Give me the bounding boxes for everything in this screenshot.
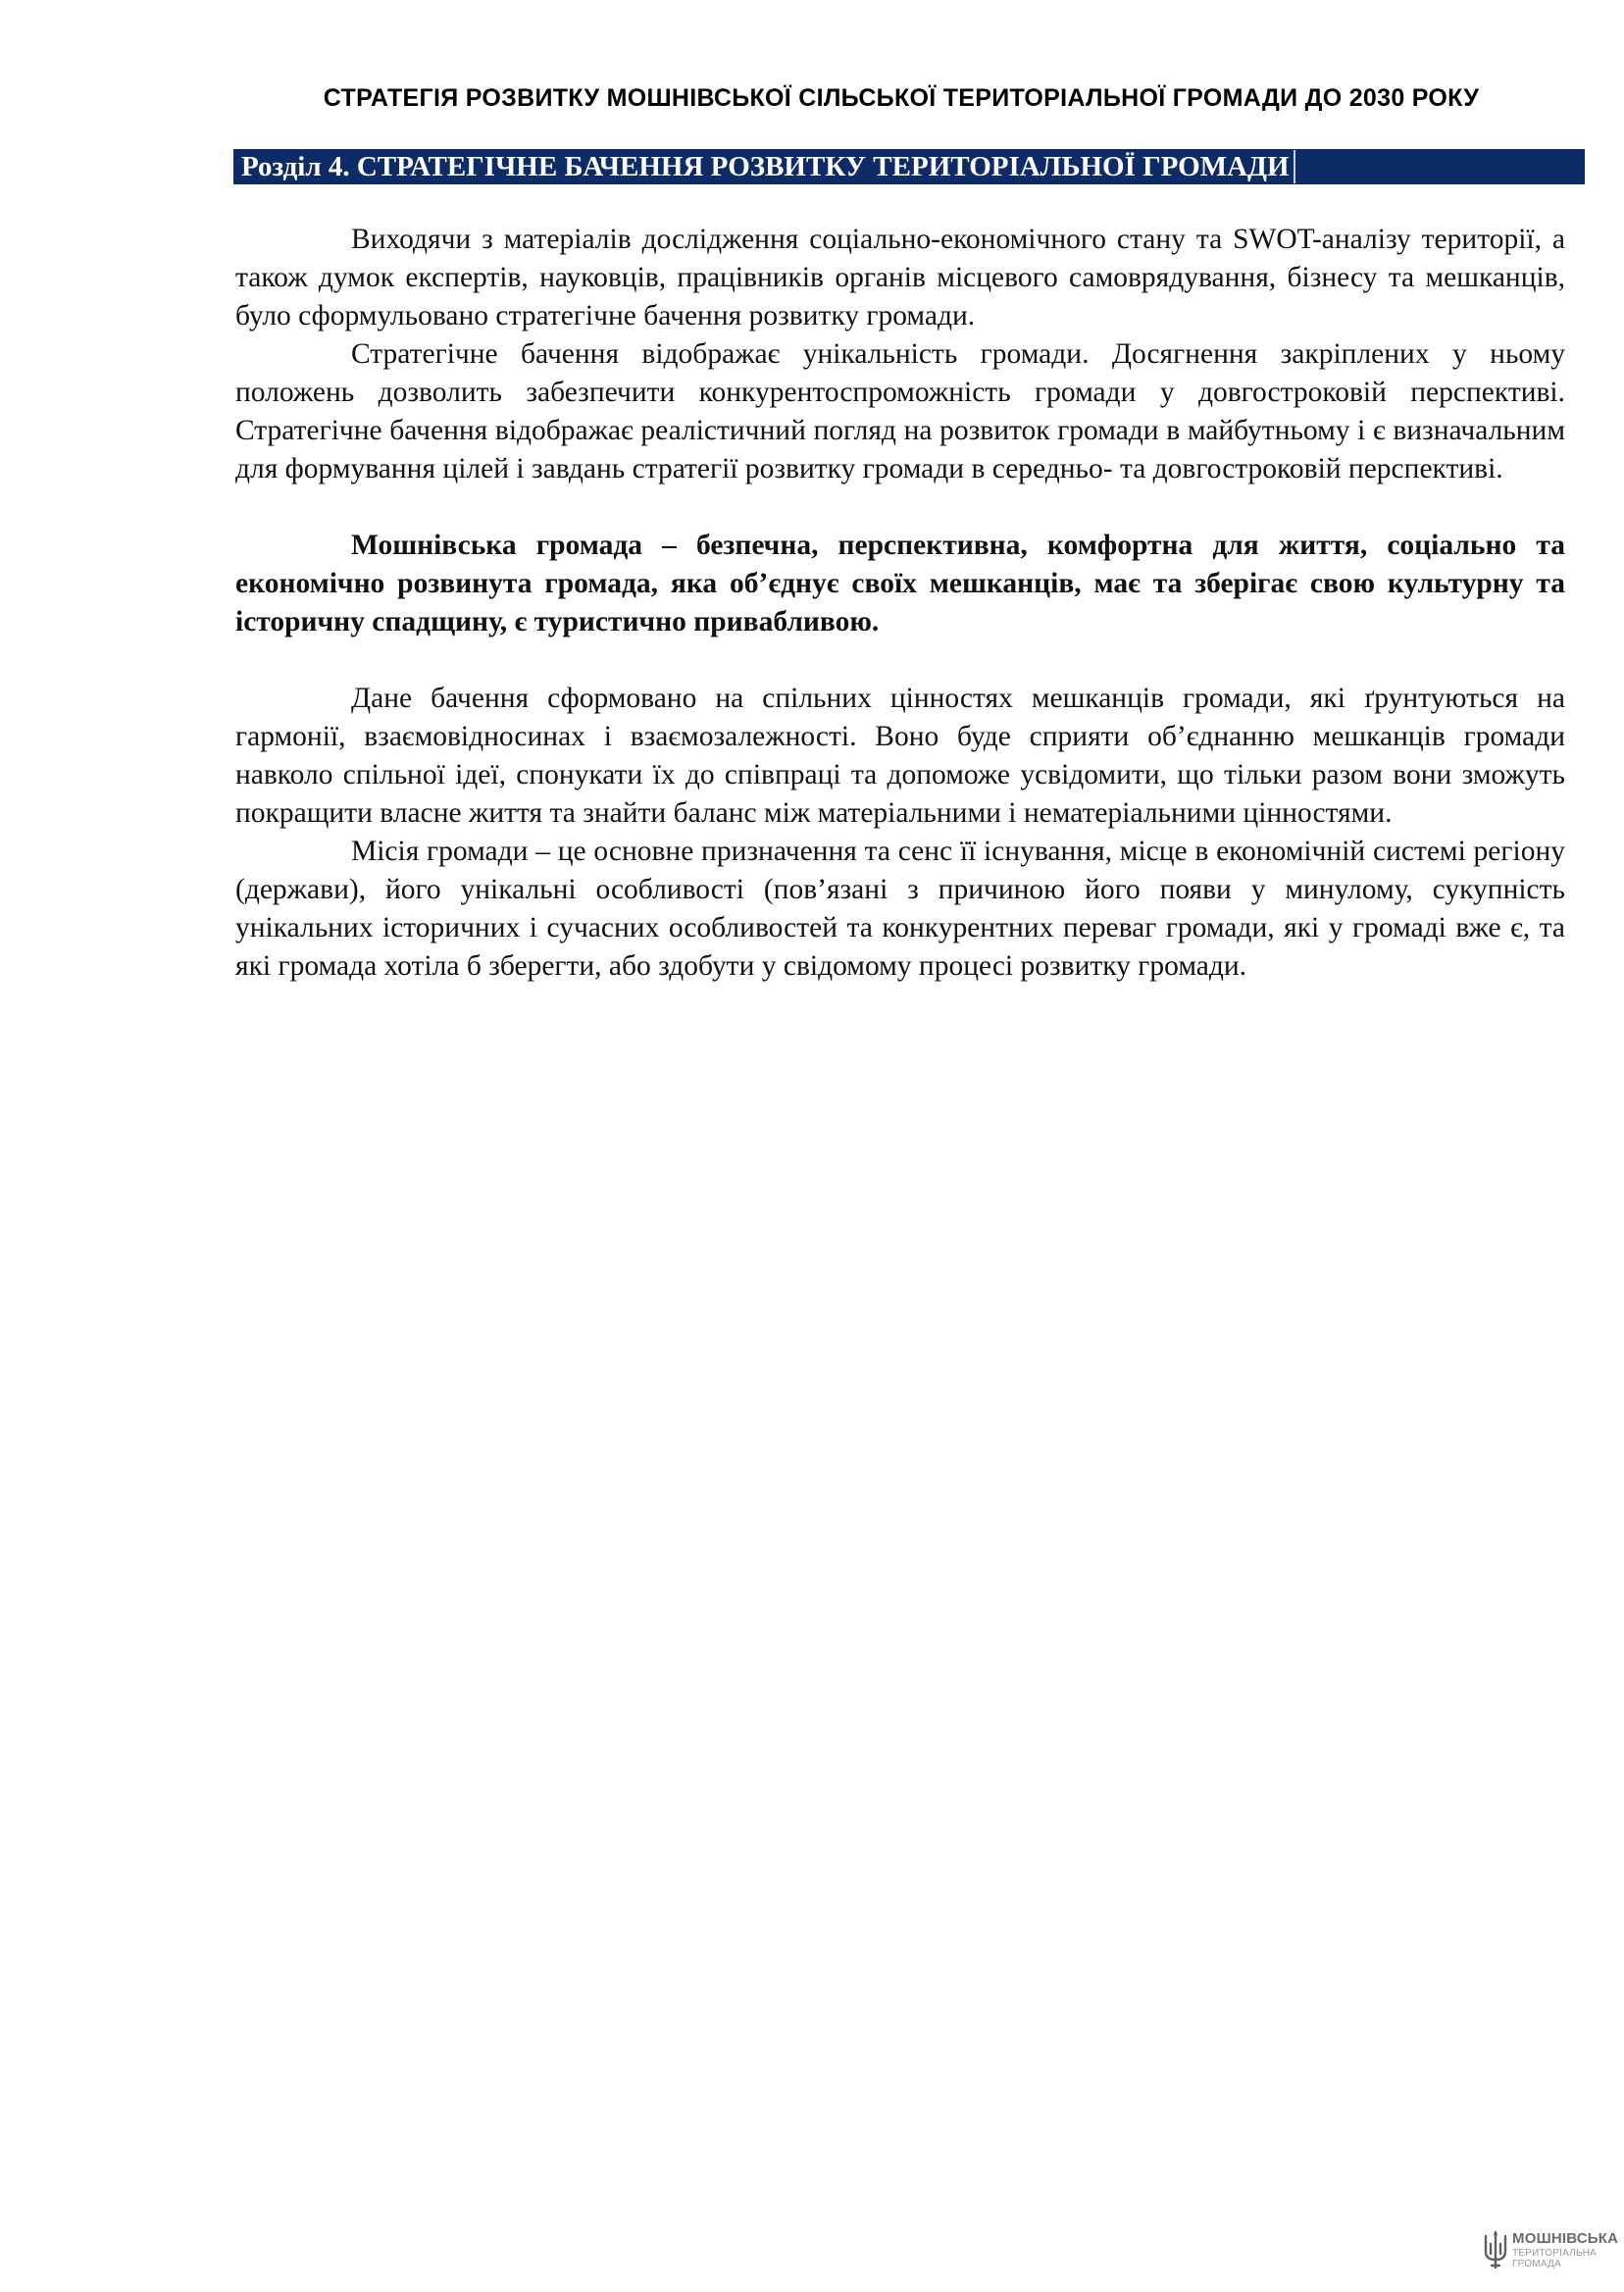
section-heading-bar [233,149,1585,184]
paragraph-vision-description: Стратегічне бачення відображає унікальність громади. Досягнення закріплених у ньому положень дозволить забезпечити конкурентоспроможність громади у довгостроковій перспективі. Стратегічне бачення відображає реалістичний погляд на розвиток громади в майбутньому і є визначальним для формування цілей і завдань стратегії розвитку громади в середньо- та довгостроковій перспективі. [235,338,1565,484]
logo-text-territorial: ТЕРИТОРІАЛЬНА [1512,2248,1598,2259]
vision-statement: Мошнівська громада – безпечна, перспективна, комфортна для життя, соціально та економічно розвинута громада, яка об’єднує своїх мешканців, має та зберігає свою культурну та історичну спадщину, є туристично привабливою. [235,530,1565,637]
document-body [235,221,1565,986]
paragraph-shared-values: Дане бачення сформовано на спільних цінностях мешканців громади, які ґрунтуються на гармонії, взаємовідносинах і взаємозалежності. Воно буде сприяти об’єднанню мешканців громади навколо спільної ідеї, спонукати їх до співпраці та допоможе усвідомити, що тільки разом вони зможуть покращити власне життя та знайти баланс між матеріальними і нематеріальними цінностями. [235,683,1565,829]
paragraph-mission: Місія громади – це основне призначення та сенс її існування, місце в економічній системі регіону (держави), його унікальні особливості (пов’язані з причиною його появи у минулому, сукупність унікальних історичних і сучасних особливостей та конкурентних переваг громади, які у громаді вже є, та які громада хотіла б зберегти, або здобути у свідомому процесі розвитку громади. [235,836,1565,982]
logo-text-name: МОШНІВСЬКА [1512,2230,1619,2247]
section-title: Розділ 4. СТРАТЕГІЧНЕ БАЧЕННЯ РОЗВИТКУ ТЕРИТОРІАЛЬНОЇ ГРОМАДИ [241,150,1295,183]
trident-icon [1483,2230,1508,2269]
paragraph-intro: Виходячи з матеріалів дослідження соціально-економічного стану та SWOT-аналізу території, а також думок експертів, науковців, працівників органів місцевого самоврядування, бізнесу та мешканців, було сформульовано стратегічне бачення розвитку громади. [235,224,1565,331]
footer-logo [1483,2228,1624,2273]
logo-text-community: ГРОМАДА [1512,2259,1561,2269]
running-header: СТРАТЕГІЯ РОЗВИТКУ МОШНІВСЬКОЇ СІЛЬСЬКОЇ ТЕРИТОРІАЛЬНОЇ ГРОМАДИ ДО 2030 РОКУ [323,84,1480,112]
